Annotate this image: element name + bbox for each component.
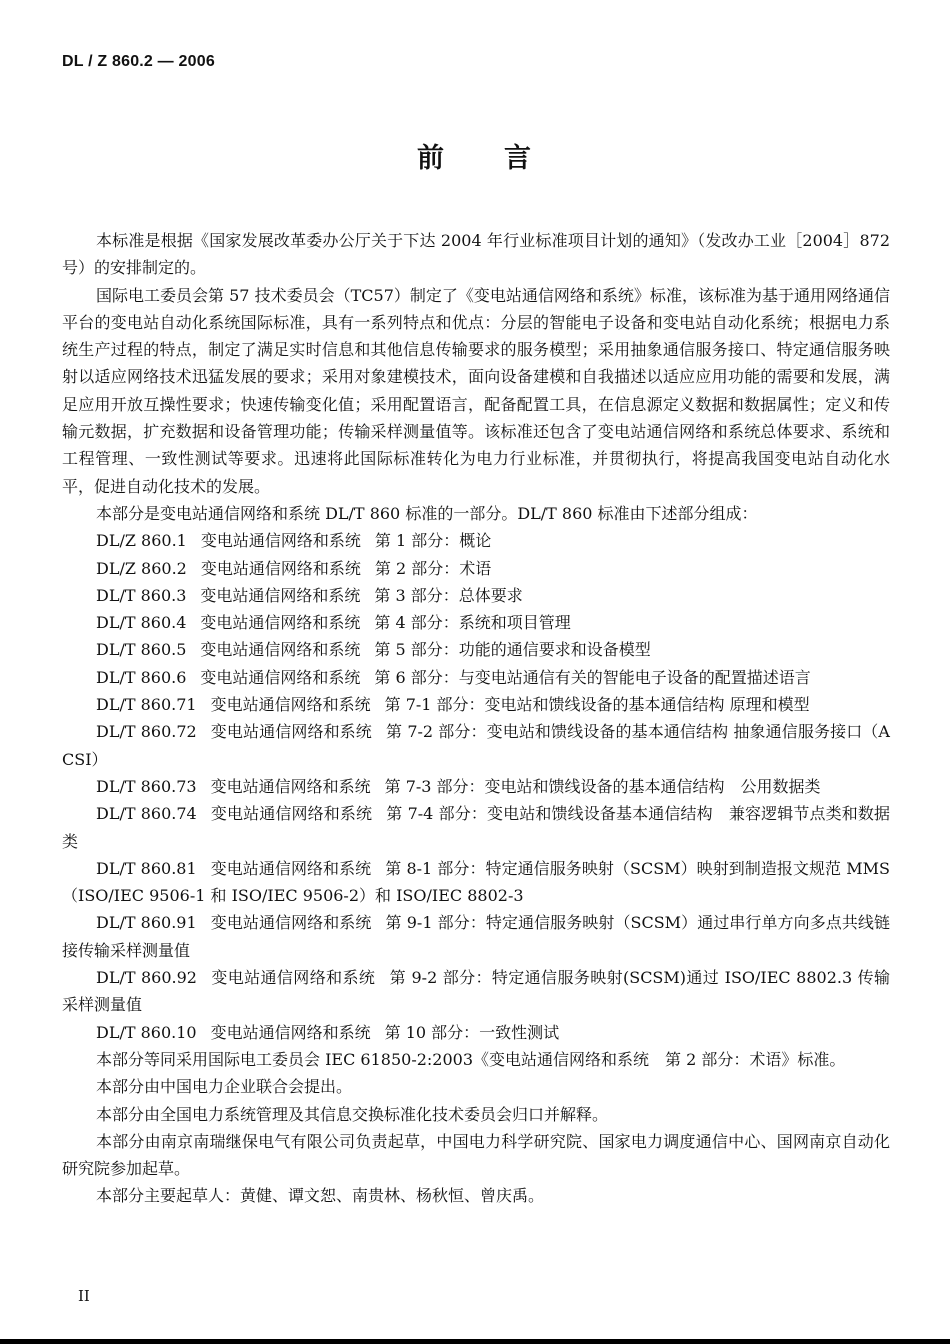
part-title: 第 7-1 部分：变电站和馈线设备的基本通信结构 原理和模型: [384, 695, 810, 715]
part-title: 第 10 部分：一致性测试: [384, 1022, 560, 1042]
page-title: [0, 136, 950, 175]
part-series: 变电站通信网络和系统: [210, 722, 372, 742]
paragraph-background: 国际电工委员会第 57 技术委员会（TC57）制定了《变电站通信网络和系统》标准，该标准为基于通用网络通信平台的变电站自动化系统国际标准，具有一系列特点和优点：分层的智能电子设备和变电站自动化系统；根据电力系统生产过程的特点，制定了满足实时信息和其他信息传输要求的服务模型；采用抽象通信服务接口、特定通信服务映射以适应网络技术迅猛发展的要求；采用对象建模技术，面向设备建模和自我描述以适应应用功能的需要和发展，满足应用开放互操性要求；快速传输变化值；采用配置语言，配备配置工具，在信息源定义数据和数据属性；定义和传输元数据，扩充数据和设备管理功能；传输采样测量值等。该标准还包含了变电站通信网络和系统总体要求、系统和工程管理、一致性测试等要求。迅速将此国际标准转化为电力行业标准，并贯彻执行，将提高我国变电站自动化水平，促进自动化技术的发展。: [62, 285, 890, 496]
paragraph-drafters: 本部分主要起草人：黄健、谭文恕、南贵林、杨秋恒、曾庆禹。: [96, 1186, 545, 1206]
part-series: 变电站通信网络和系统: [200, 640, 361, 660]
part-list-item: [62, 664, 890, 691]
part-list-item: [62, 555, 890, 582]
part-list-item: [62, 718, 890, 773]
part-title: 第 2 部分：术语: [374, 558, 492, 578]
part-title: 第 1 部分：概论: [374, 531, 492, 551]
part-code: DL/T 860.74: [96, 804, 197, 824]
part-code: DL/T 860.71: [96, 695, 197, 715]
paragraph-responsible-committee: 本部分由全国电力系统管理及其信息交换标准化技术委员会归口并解释。: [96, 1104, 609, 1124]
part-code: DL/T 860.92: [96, 968, 197, 988]
part-code: DL/T 860.4: [96, 613, 187, 633]
part-code: DL/T 860.91: [96, 913, 197, 933]
part-series: 变电站通信网络和系统: [210, 804, 373, 824]
part-code: DL/T 860.10: [96, 1022, 197, 1042]
part-list-item: [62, 855, 890, 910]
part-title: 第 6 部分：与变电站通信有关的智能电子设备的配置描述语言: [374, 667, 811, 687]
part-series: 变电站通信网络和系统: [210, 1022, 371, 1042]
paragraph-drafting-units: 本部分由南京南瑞继保电气有限公司负责起草，中国电力科学研究院、国家电力调度通信中心、国网南京自动化研究院参加起草。: [62, 1131, 890, 1179]
part-list-item: [62, 909, 890, 964]
part-series: 变电站通信网络和系统: [210, 858, 372, 878]
part-list-item: [62, 964, 890, 1019]
part-series: 变电站通信网络和系统: [200, 585, 361, 605]
part-title: 第 5 部分：功能的通信要求和设备模型: [374, 640, 651, 660]
part-list-item: [62, 800, 890, 855]
part-title: 第 8-1 部分：特定通信服务映射（SCSM）映射到制造报文规范 MMS（ISO/IEC 9506-1 和 ISO/IEC 9506-2）和 ISO/IEC 8802-3: [62, 858, 890, 906]
paragraph-adoption: 本部分等同采用国际电工委员会 IEC 61850-2:2003《变电站通信网络和系统 第 2 部分：术语》标准。: [96, 1049, 846, 1069]
part-series: 变电站通信网络和系统: [200, 558, 361, 578]
part-code: DL/T 860.72: [96, 722, 197, 742]
part-list-item: [62, 636, 890, 663]
title-char-2: 言: [504, 143, 533, 174]
part-title: 第 7-2 部分：变电站和馈线设备的基本通信结构 抽象通信服务接口（ACSI）: [62, 722, 890, 769]
part-list-item: [62, 609, 890, 636]
part-code: DL/T 860.73: [96, 776, 197, 796]
paragraph-proposer: 本部分由中国电力企业联合会提出。: [96, 1077, 353, 1097]
part-title: 第 4 部分：系统和项目管理: [374, 613, 571, 633]
part-code: DL/Z 860.1: [96, 531, 187, 551]
foreword-body: [62, 227, 890, 1210]
bottom-edge-rule: [0, 1339, 950, 1344]
part-title: 第 9-1 部分：特定通信服务映射（SCSM）通过串行单方向多点共线链接传输采样测量值: [62, 913, 890, 960]
document-number-header: DL / Z 860.2 — 2006: [62, 53, 215, 70]
part-series: 变电站通信网络和系统: [210, 776, 371, 796]
paragraph-basis: 本标准是根据《国家发展改革委办公厅关于下达 2004 年行业标准项目计划的通知》（发改办工业［2004］872 号）的安排制定的。: [62, 231, 890, 278]
part-series: 变电站通信网络和系统: [210, 968, 376, 988]
paragraph-parts-intro: 本部分是变电站通信网络和系统 DL/T 860 标准的一部分。DL/T 860 标准由下述部分组成：: [96, 503, 758, 523]
part-list-item: [62, 691, 890, 718]
part-list-item: [62, 527, 890, 554]
part-code: DL/Z 860.2: [96, 558, 187, 578]
part-series: 变电站通信网络和系统: [210, 695, 371, 715]
part-list-item: [62, 773, 890, 800]
part-code: DL/T 860.5: [96, 640, 187, 660]
part-title: 第 3 部分：总体要求: [374, 585, 523, 605]
part-title: 第 9-2 部分：特定通信服务映射(SCSM)通过 ISO/IEC 8802.3 传输采样测量值: [62, 968, 890, 1015]
part-series: 变电站通信网络和系统: [200, 531, 361, 551]
part-series: 变电站通信网络和系统: [200, 613, 361, 633]
title-char-1: 前: [417, 143, 446, 174]
part-code: DL/T 860.6: [96, 667, 187, 687]
part-list-item: [62, 582, 890, 609]
part-title: 第 7-4 部分：变电站和馈线设备基本通信结构 兼容逻辑节点类和数据类: [62, 804, 890, 851]
part-title: 第 7-3 部分：变电站和馈线设备的基本通信结构 公用数据类: [384, 776, 821, 796]
part-series: 变电站通信网络和系统: [210, 913, 372, 933]
part-code: DL/T 860.3: [96, 585, 187, 605]
page-number: II: [78, 1287, 90, 1305]
part-series: 变电站通信网络和系统: [200, 667, 361, 687]
part-list-item: [62, 1019, 890, 1046]
part-code: DL/T 860.81: [96, 858, 197, 878]
